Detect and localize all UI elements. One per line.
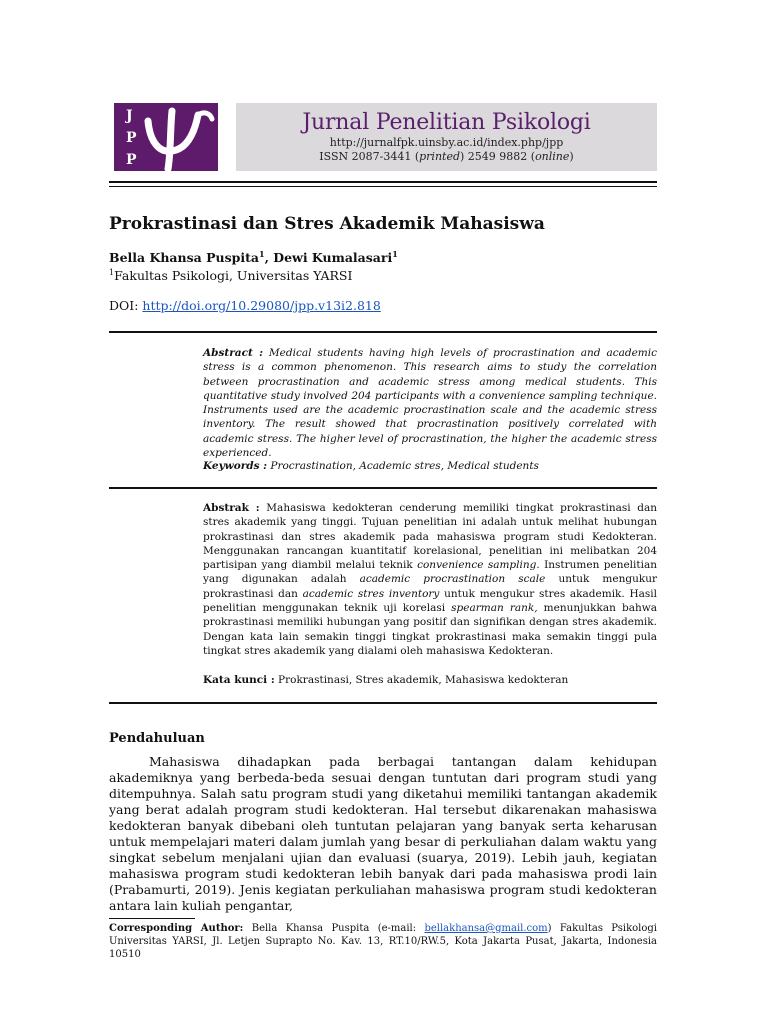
header-rule-top [109, 181, 657, 183]
abstract-indonesian: Abstrak : Mahasiswa kedokteran cenderung memiliki tingkat prokrastinasi dan stres akademik yang tinggi. Tujuan penelitian ini adalah untuk melihat hubungan prokrastinasi dan stres akademik pada mahasiswa program studi Kedokteran. Menggunakan rancangan kuantitatif korelasional, penelitian ini melibatkan 204 partisipan yang diambil melalui teknik convenience sampling. Instrumen penelitian yang digunakan adalah academic procrastination scale untuk mengukur prokrastinasi dan academic stres inventory untuk mengukur stres akademik. Hasil penelitian menggunakan teknik uji korelasi spearman rank, menunjukkan bahwa prokrastinasi memiliki hubungan yang positif dan signifikan dengan stres akademik. Dengan kata lain semakin tinggi tingkat prokrastinasi maka semakin tinggi pula tingkat stres akademik yang dialami oleh mahasiswa Kedokteran. [203, 502, 658, 657]
logo-letter-p2: P [126, 152, 137, 168]
body-text [109, 754, 657, 914]
journal-url[interactable]: http://jurnalfpk.uinsby.ac.id/index.php/jpp [329, 136, 564, 149]
keywords-english: Keywords : Procrastination, Academic stres, Medical students [203, 460, 539, 472]
header-rule-bottom [109, 186, 657, 187]
journal-banner [236, 103, 657, 171]
email-link[interactable]: bellakhansa@gmail.com [424, 923, 548, 934]
journal-title: Jurnal Penelitian Psikologi [302, 110, 591, 135]
logo-letter-p1: P [126, 130, 137, 146]
article-doi: DOI: http://doi.org/10.29080/jpp.v13i2.818 [109, 298, 381, 313]
keywords-indonesian: Kata kunci : Prokrastinasi, Stres akademik, Mahasiswa kedokteran [203, 674, 569, 686]
journal-logo [114, 103, 218, 171]
article-affiliation: $^1$Fakultas Psikologi, Universitas YARSI [109, 267, 353, 283]
abstract-rule-2 [109, 487, 657, 489]
footnote-rule [109, 918, 195, 919]
doi-link[interactable]: http://doi.org/10.29080/jpp.v13i2.818 [142, 298, 381, 313]
footnote: Corresponding Author: Bella Khansa Puspita (e-mail: bellakhansa@gmail.com) Fakultas Psikologi Universitas YARSI, Jl. Letjen Suprapto No. Kav. 13, RT.10/RW.5, Kota Jakarta Pusat, Jakarta, Indonesia 10510 [109, 923, 657, 960]
article-title: Prokrastinasi dan Stres Akademik Mahasiswa [109, 214, 545, 234]
abstract-english: Abstract : Medical students having high levels of procrastination and academic stress is a common phenomenon. This research aims to study the correlation between procrastination and academic stress among medical students. This quantitative study involved 204 participants with a convenience sampling technique. Instruments used are the academic procrastination scale and the academic stress inventory. The result showed that procrastination positively correlated with academic stress. The higher level of procrastination, the higher the academic stress experienced. [203, 347, 657, 460]
abstract-rule-3 [109, 702, 657, 704]
section-heading: Pendahuluan [109, 731, 205, 746]
article-authors: Bella Khansa Puspita$^1$, Dewi Kumalasari$^1$ [109, 248, 398, 265]
psi-logo-icon [114, 103, 218, 171]
logo-letter-j: J [126, 108, 133, 124]
abstract-rule-1 [109, 331, 657, 333]
paragraph: Mahasiswa dihadapkan pada berbagai tantangan dalam kehidupan akademiknya yang berbeda-beda sesuai dengan tuntutan dari program studi yang ditempuhnya. Salah satu program studi yang diketahui memiliki tantangan akademik yang berat adalah program studi kedokteran. Hal tersebut dikarenakan mahasiswa kedokteran banyak dibebani oleh tuntutan pelajaran yang banyak serta keharusan untuk mempelajari materi dalam jumlah yang besar di perkuliahan dalam waktu yang singkat sebelum menjalani ujian dan evaluasi (suarya, 2019). Lebih jauh, kegiatan mahasiswa program studi kedokteran lebih banyak dari pada mahasiswa prodi lain (Prabamurti, 2019). Jenis kegiatan perkuliahan mahasiswa program studi kedokteran antara lain kuliah pengantar, [109, 754, 657, 913]
journal-issn: ISSN 2087-3441 (printed) 2549 9882 (online) [319, 150, 574, 163]
